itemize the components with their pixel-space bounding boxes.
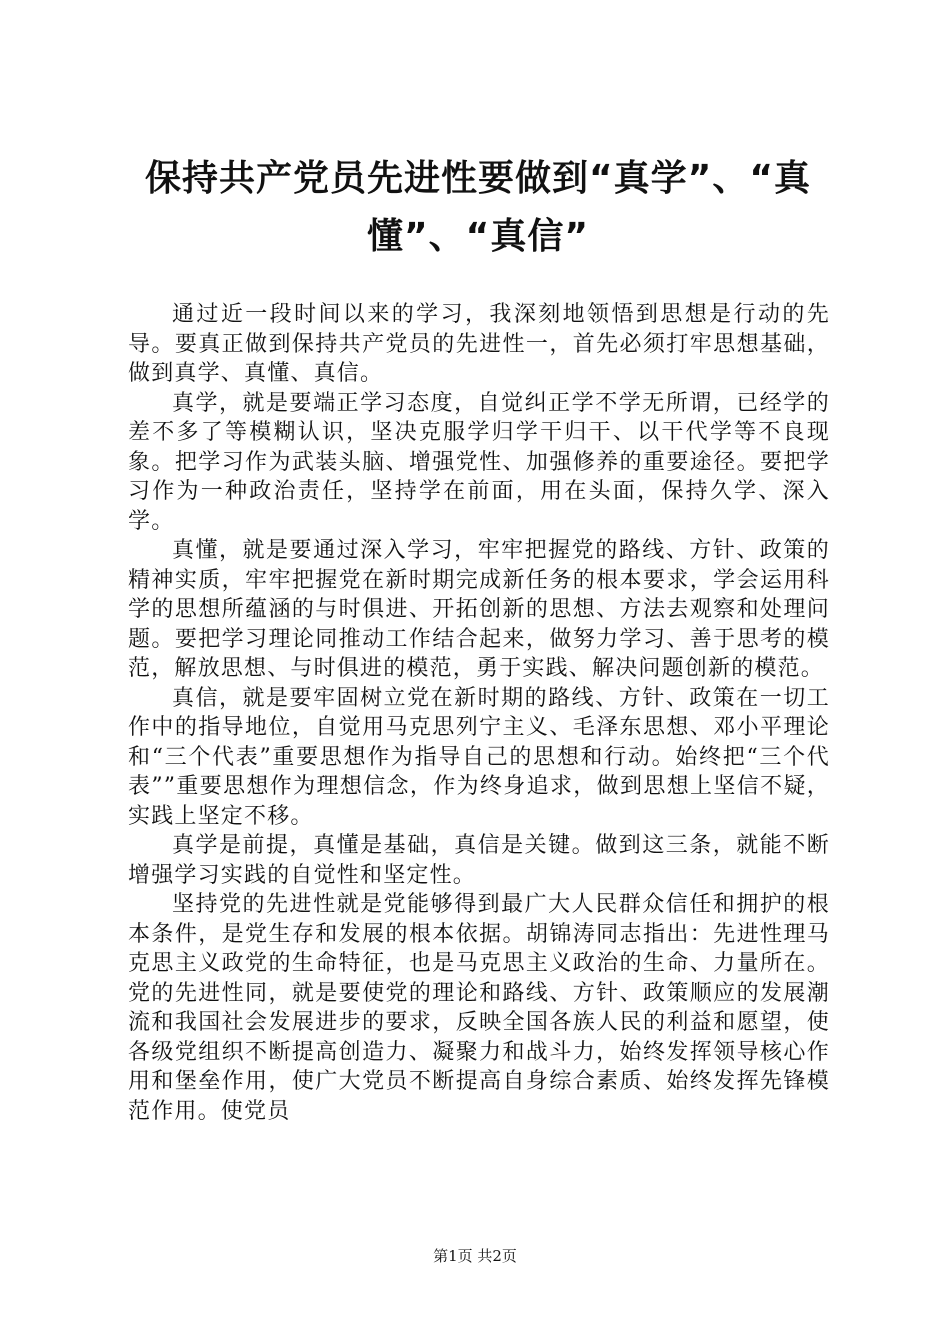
paragraph-intro: 通过近一段时间以来的学习，我深刻地领悟到思想是行动的先导。要真正做到保持共产党员的先进性一，首先必须打牢思想基础，做到真学、真懂、真信。 [128, 302, 830, 386]
page-number-footer: 第1页 共2页 [433, 1247, 517, 1265]
paragraph-zhenxin: 真信，就是要牢固树立党在新时期的路线、方针、政策在一切工作中的指导地位，自觉用马克思列宁主义、毛泽东思想、邓小平理论和“三个代表”重要思想作为指导自己的思想和行动。始终把“三个代表””重要思想作为理想信念，作为终身追求，做到思想上坚信不疑，实践上坚定不移。 [128, 685, 830, 829]
paragraph-zhendong: 真懂，就是要通过深入学习，牢牢把握党的路线、方针、政策的精神实质，牢牢把握党在新时期完成新任务的根本要求，学会运用科学的思想所蕴涵的与时俱进、开拓创新的思想、方法去观察和处理问题。要把学习理论同推动工作结合起来，做努力学习、善于思考的模范，解放思想、与时俱进的模范，勇于实践、解决问题创新的模范。 [128, 538, 830, 681]
paragraph-zhenxue: 真学，就是要端正学习态度，自觉纠正学不学无所谓，已经学的差不多了等模糊认识，坚决克服学归学干归干、以干代学等不良现象。把学习作为武装头脑、增强党性、加强修养的重要途径。要把学习作为一种政治责任，坚持学在前面，用在头面，保持久学、深入学。 [128, 390, 830, 534]
document-body [128, 300, 830, 1126]
document-title: 保持共产党员先进性要做到“真学”、“真懂”、“真信” [145, 158, 811, 257]
paragraph-advancement: 坚持党的先进性就是党能够得到最广大人民群众信任和拥护的根本条件，是党生存和发展的根本依据。胡锦涛同志指出：先进性理马克思主义政党的生命特征，也是马克思主义政治的生命、力量所在。党的先进性同，就是要使党的理论和路线、方针、政策顺应的发展潮流和我国社会发展进步的要求，反映全国各族人民的利益和愿望，使各级党组织不断提高创造力、凝聚力和战斗力，始终发挥领导核心作用和堡垒作用，使广大党员不断提高自身综合素质、始终发挥先锋模范作用。使党员 [128, 892, 830, 1124]
paragraph-summary: 真学是前提，真懂是基础，真信是关键。做到这三条，就能不断增强学习实践的自觉性和坚定性。 [128, 833, 830, 888]
